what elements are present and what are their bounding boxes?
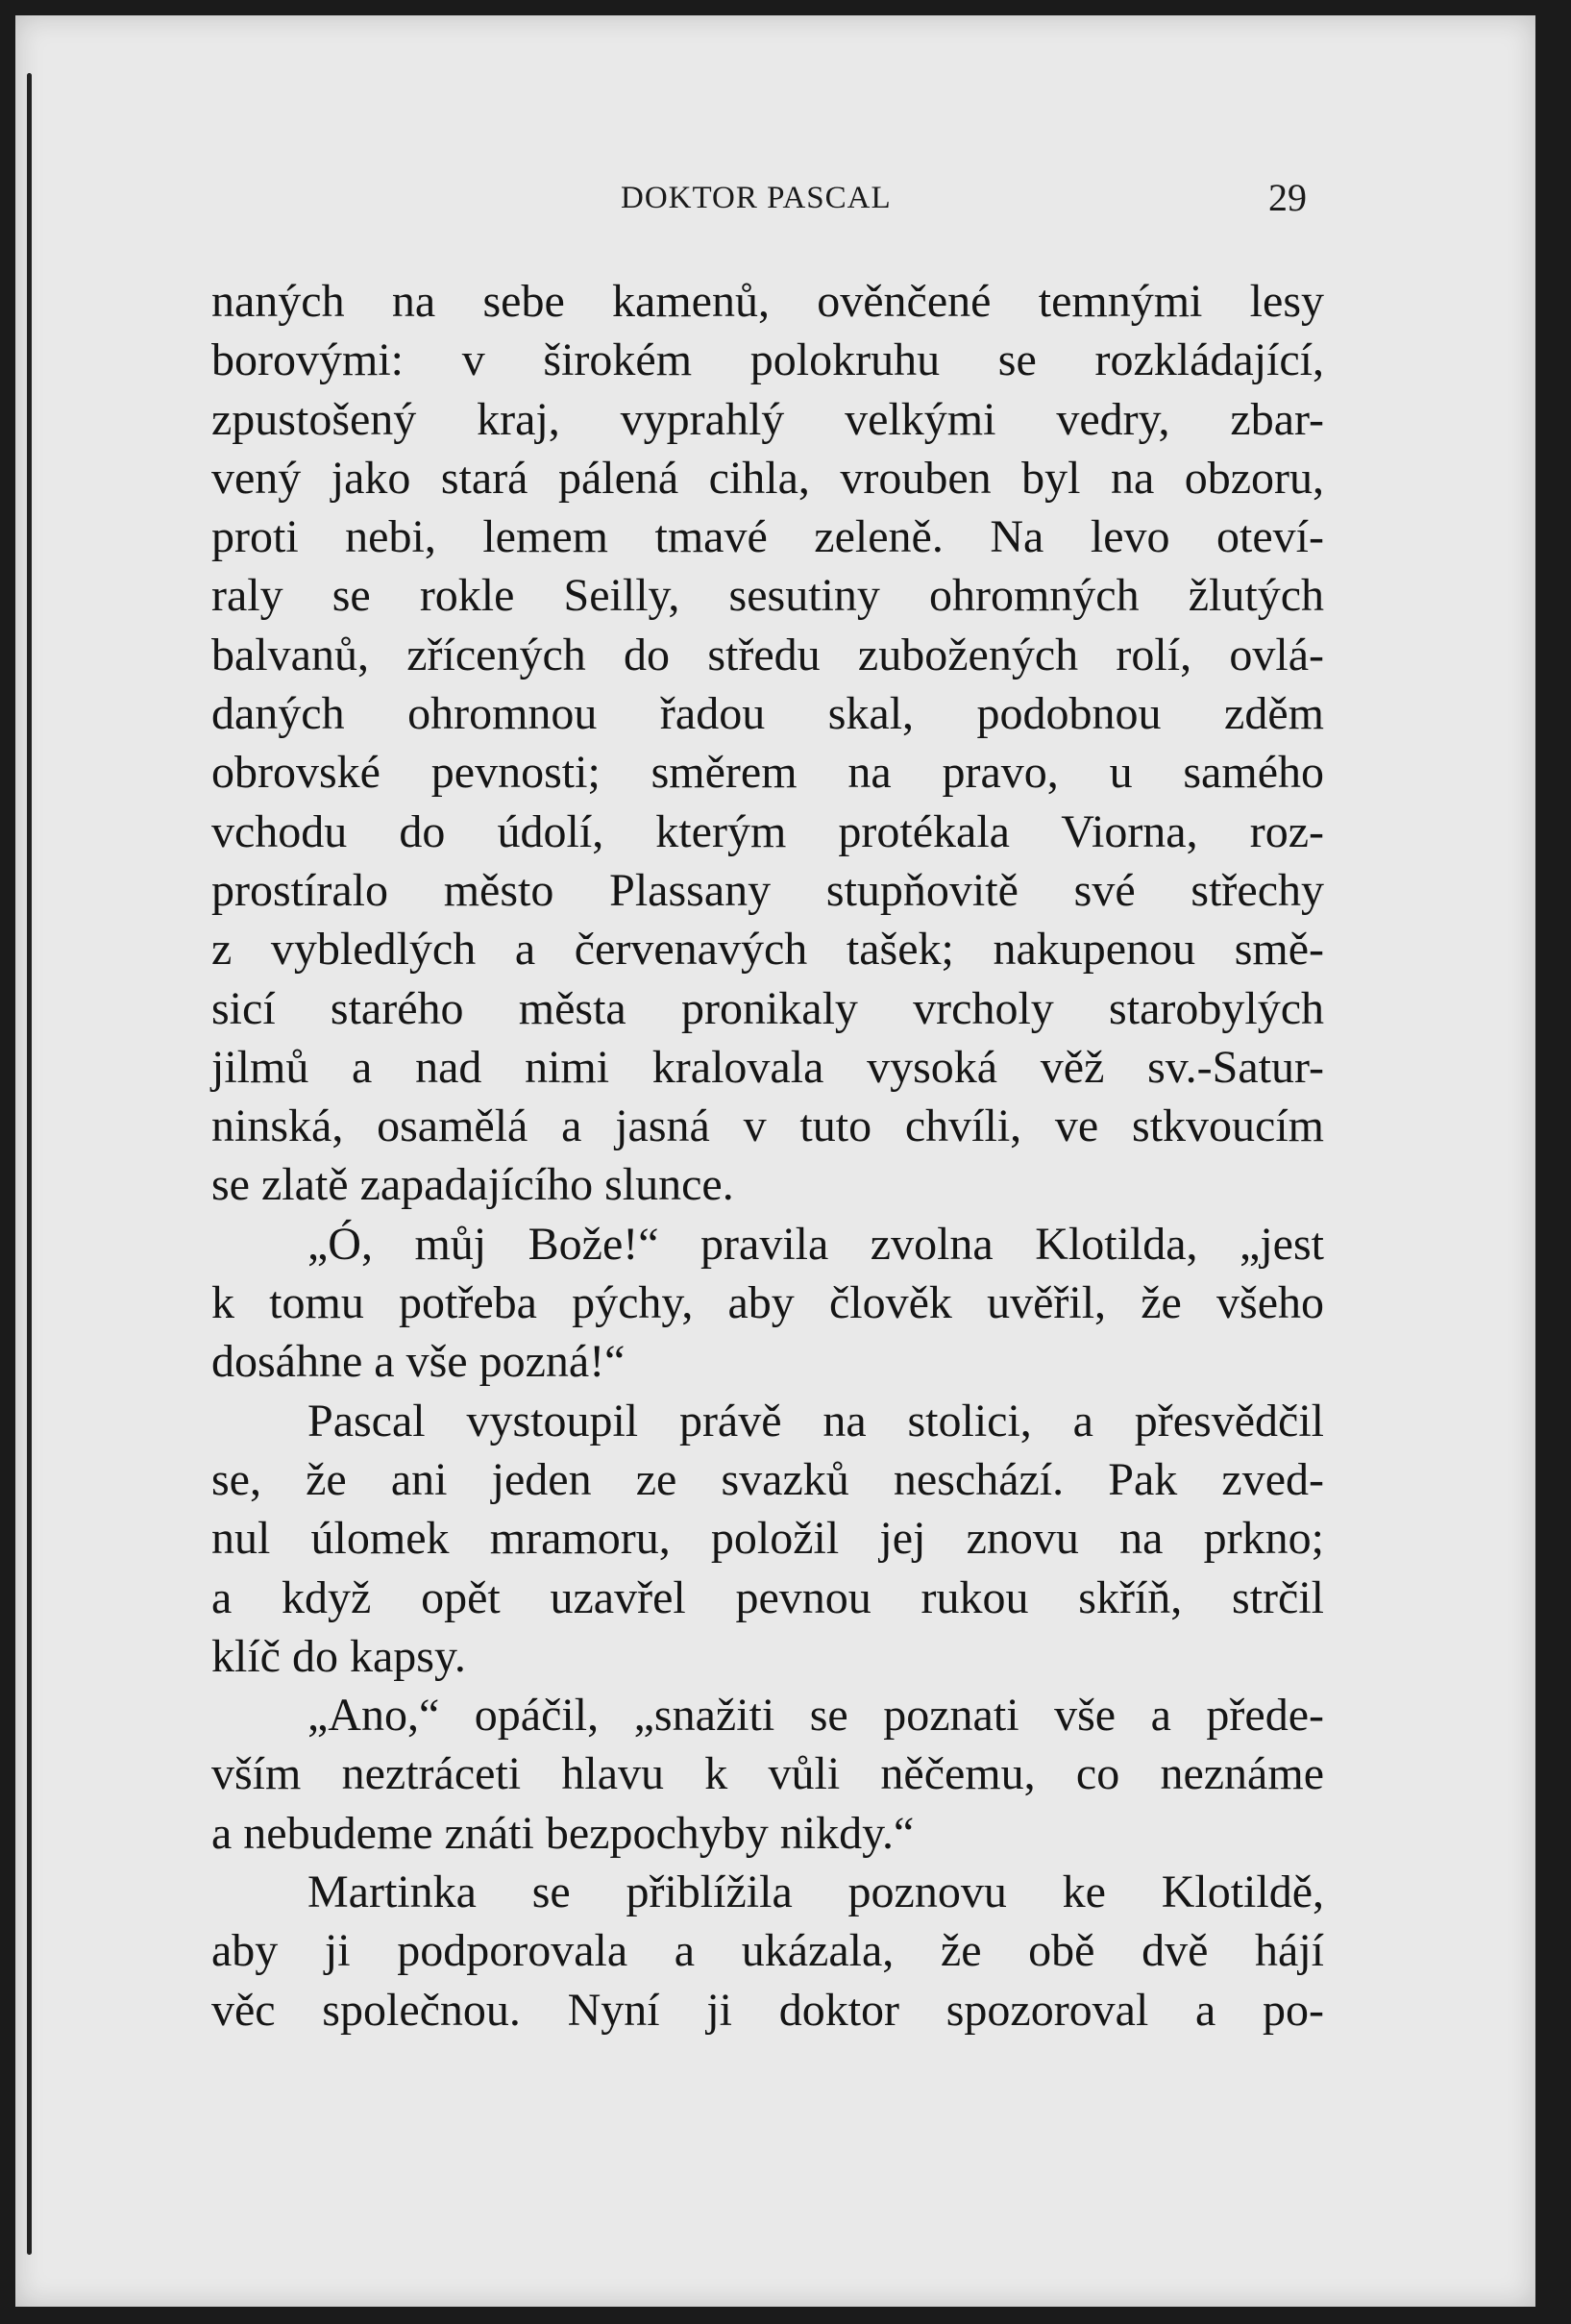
body-text: [211, 272, 1324, 2040]
text-line: a když opět uzavřel pevnou rukou skříň, strčil: [211, 1571, 1324, 1623]
text-line: a nebudeme znáti bezpochyby nikdy.“: [211, 1807, 915, 1859]
paragraph-start-line: „Ó, můj Bože!“ pravila zvolna Klotilda, „jest: [307, 1218, 1324, 1270]
text-line: vším neztráceti hlavu k vůli něčemu, co neznáme: [211, 1748, 1324, 1800]
text-line: daných ohromnou řadou skal, podobnou zděm: [211, 688, 1324, 740]
text-line: aby ji podporovala a ukázala, že obě dvě hájí: [211, 1925, 1324, 1977]
page-number: 29: [1268, 176, 1307, 219]
page-binding-edge: [27, 73, 32, 2255]
text-line: borovými: v širokém polokruhu se rozkládající,: [211, 334, 1324, 386]
text-line: se zlatě zapadajícího slunce.: [211, 1159, 734, 1211]
text-line: věc společnou. Nyní ji doktor spozoroval a po-: [211, 1984, 1324, 2036]
paragraph-start-line: Martinka se přiblížila poznovu ke Klotildě,: [307, 1867, 1324, 1918]
running-title: DOKTOR PASCAL: [621, 181, 892, 215]
text-line: ninská, osamělá a jasná v tuto chvíli, ve stkvoucím: [211, 1100, 1324, 1152]
paragraph-start-line: „Ano,“ opáčil, „snažiti se poznati vše a přede-: [307, 1690, 1324, 1742]
text-line: raly se rokle Seilly, sesutiny ohromných žlutých: [211, 570, 1324, 622]
text-line: dosáhne a vše pozná!“: [211, 1336, 626, 1388]
text-line: vený jako stará pálená cihla, vrouben byl na obzoru,: [211, 452, 1324, 504]
text-line: nul úlomek mramoru, položil jej znovu na prkno;: [211, 1513, 1324, 1565]
text-line: se, že ani jeden ze svazků neschází. Pak zved-: [211, 1453, 1324, 1505]
text-line: sicí starého města pronikaly vrcholy starobylých: [211, 982, 1324, 1034]
page-header: [15, 176, 1535, 229]
text-line: obrovské pevnosti; směrem na pravo, u samého: [211, 747, 1324, 799]
paragraph-start-line: Pascal vystoupil právě na stolici, a přesvědčil: [307, 1395, 1324, 1446]
text-line: zpustošený kraj, vyprahlý velkými vedry, zbar-: [211, 393, 1324, 445]
text-line: naných na sebe kamenů, ověnčené temnými lesy: [211, 276, 1324, 327]
text-line: balvanů, zřícených do středu zubožených rolí, ovlá-: [211, 629, 1324, 680]
text-line: klíč do kapsy.: [211, 1630, 466, 1682]
text-line: vchodu do údolí, kterým protékala Viorna, roz-: [211, 805, 1324, 857]
text-line: k tomu potřeba pýchy, aby člověk uvěřil, že všeho: [211, 1277, 1324, 1329]
text-line: jilmů a nad nimi kralovala vysoká věž sv.-Satur-: [211, 1041, 1324, 1093]
text-line: proti nebi, lemem tmavé zeleně. Na levo oteví-: [211, 511, 1324, 563]
text-line: z vybledlých a červenavých tašek; nakupenou smě-: [211, 924, 1324, 976]
book-page: [15, 15, 1535, 2307]
text-line: prostíralo město Plassany stupňovitě své střechy: [211, 864, 1324, 916]
